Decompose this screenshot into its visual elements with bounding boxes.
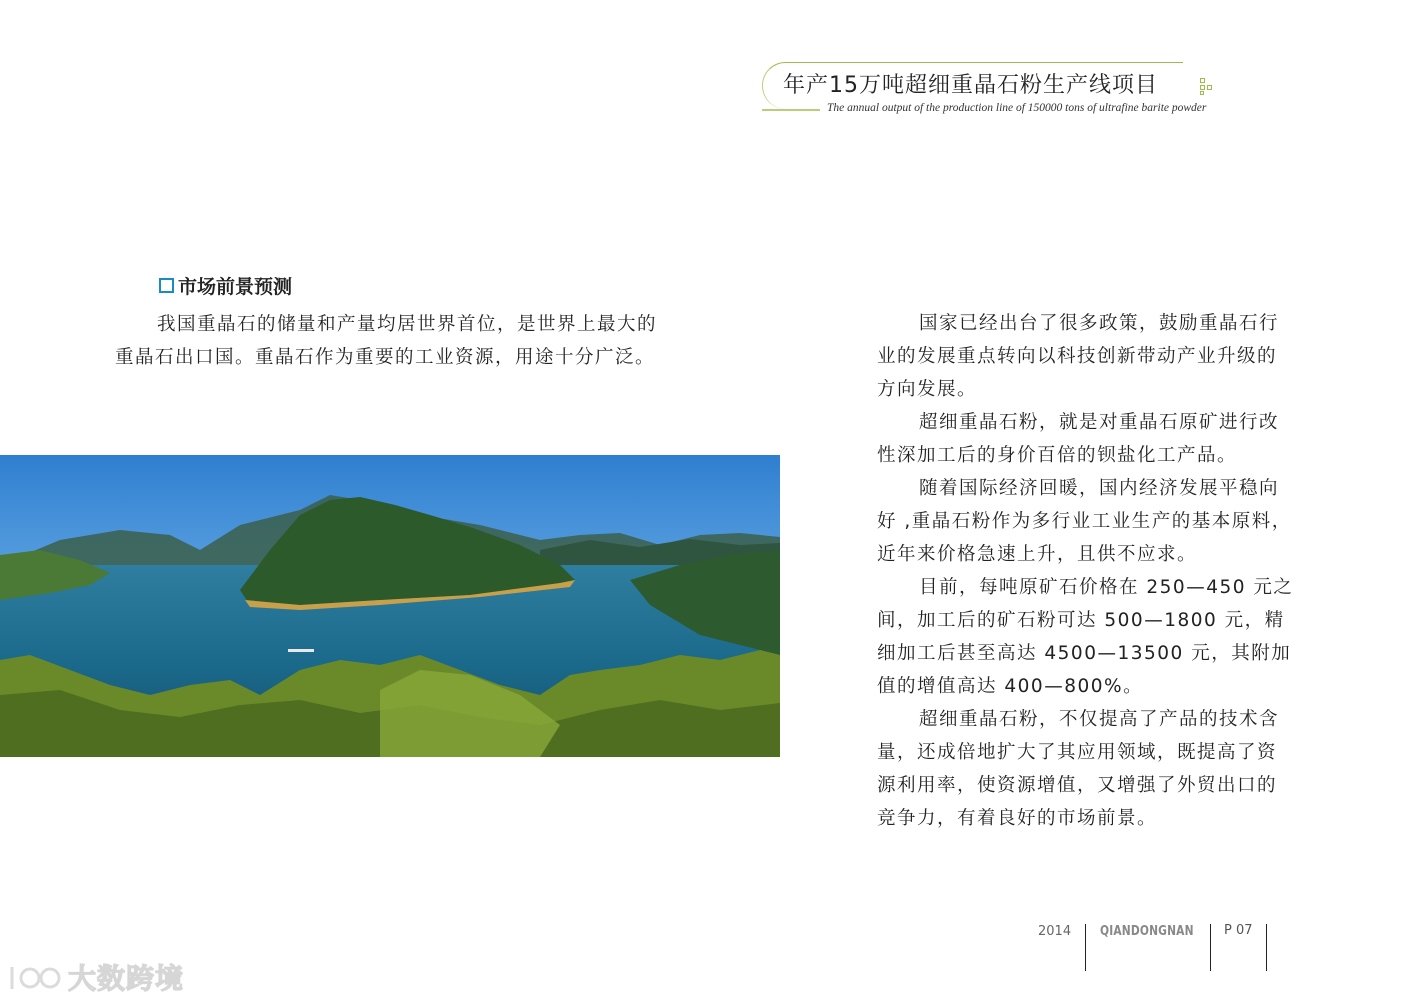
footer-year: 2014 bbox=[1038, 924, 1072, 939]
decorative-squares-icon bbox=[1200, 78, 1220, 96]
page-number: P 07 bbox=[1224, 923, 1253, 938]
section-heading bbox=[159, 272, 292, 299]
paragraph-line: 竞争力，有着良好的市场前景。 bbox=[877, 808, 1158, 829]
paragraph-line: 国家已经出台了很多政策，鼓励重晶石行 bbox=[919, 313, 1280, 334]
paragraph-line: 好 ,重晶石粉作为多行业工业生产的基本原料， bbox=[877, 511, 1292, 532]
right-column-text bbox=[877, 307, 1309, 835]
document-title: 年产15万吨超细重晶石粉生产线项目 bbox=[783, 73, 1158, 98]
paragraph-line: 量，还成倍地扩大了其应用领域，既提高了资 bbox=[877, 742, 1278, 763]
intro-line: 我国重晶石的储量和产量均居世界首位，是世界上最大的 bbox=[157, 314, 658, 335]
footer-divider bbox=[1266, 924, 1267, 971]
paragraph-line: 间，加工后的矿石粉可达 500—1800 元，精 bbox=[877, 610, 1285, 631]
paragraph-line: 性深加工后的身价百倍的钡盐化工产品。 bbox=[877, 445, 1238, 466]
paragraph-line: 目前，每吨原矿石价格在 250—450 元之 bbox=[919, 577, 1294, 598]
footer-brand: QIANDONGNAN bbox=[1100, 924, 1194, 939]
paragraph-line: 业的发展重点转向以科技创新带动产业升级的 bbox=[877, 346, 1278, 367]
paragraph-line: 细加工后甚至高达 4500—13500 元，其附加 bbox=[877, 643, 1292, 664]
intro-paragraph bbox=[115, 308, 715, 374]
paragraph-line: 方向发展。 bbox=[877, 379, 978, 400]
section-marker-icon bbox=[159, 278, 174, 293]
watermark bbox=[8, 957, 184, 997]
paragraph-line: 源利用率，使资源增值，又增强了外贸出口的 bbox=[877, 775, 1278, 796]
lake-landscape-photo bbox=[0, 455, 780, 757]
paragraph-line: 超细重晶石粉，就是对重晶石原矿进行改 bbox=[919, 412, 1280, 433]
paragraph-line: 近年来价格急速上升，且供不应求。 bbox=[877, 544, 1198, 565]
paragraph-line: 超细重晶石粉，不仅提高了产品的技术含 bbox=[919, 709, 1280, 730]
paragraph-line: 随着国际经济回暖，国内经济发展平稳向 bbox=[919, 478, 1280, 499]
footer-divider bbox=[1210, 924, 1211, 971]
document-subtitle: The annual output of the production line of 150000 tons of ultrafine barite powder bbox=[827, 102, 1207, 114]
section-title: 市场前景预测 bbox=[178, 276, 293, 298]
watermark-text: 大数跨境 bbox=[68, 962, 185, 995]
paragraph-line: 值的增值高达 400—800%。 bbox=[877, 676, 1144, 697]
intro-line: 重晶石出口国。重晶石作为重要的工业资源，用途十分广泛。 bbox=[115, 347, 656, 368]
watermark-logo-icon bbox=[8, 959, 62, 995]
footer-divider bbox=[1085, 924, 1086, 971]
